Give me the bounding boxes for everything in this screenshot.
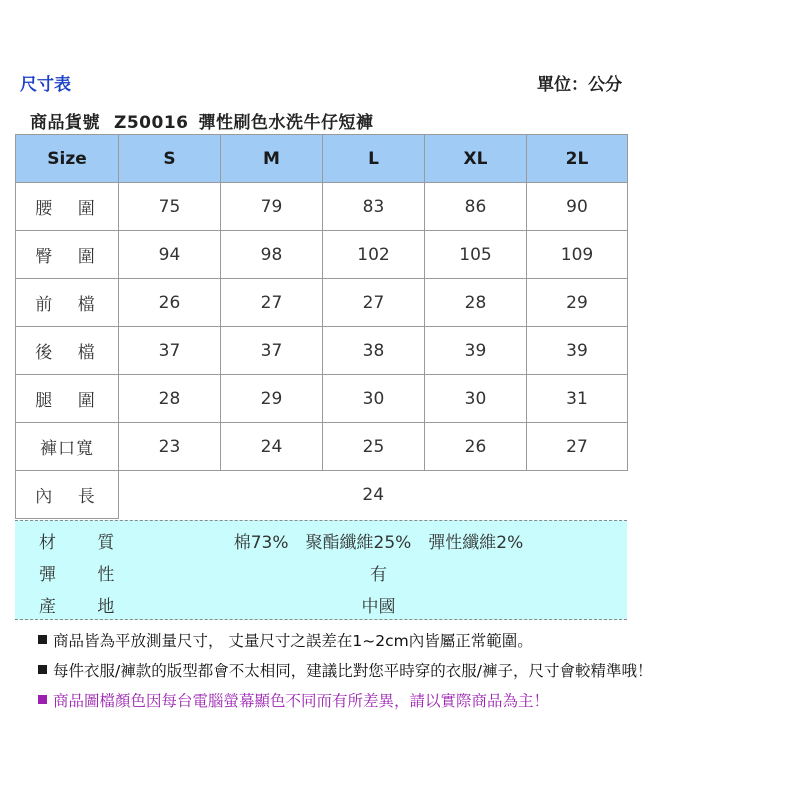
table-cell: 29 (221, 375, 323, 423)
note-text: 商品皆為平放測量尺寸， 丈量尺寸之誤差在1~2cm內皆屬正常範圍。 (53, 632, 533, 650)
table-row-inseam (16, 471, 628, 519)
table-cell: 31 (527, 375, 628, 423)
size-header-row (16, 135, 628, 183)
size-table (15, 134, 628, 519)
table-cell: 79 (221, 183, 323, 231)
table-cell: 26 (119, 279, 221, 327)
table-cell: 30 (323, 375, 425, 423)
header-cell-size: Size (16, 135, 119, 183)
info-value: 中國 (361, 597, 396, 617)
info-row-origin (15, 585, 627, 617)
page-title: 尺寸表 (20, 75, 71, 95)
table-cell: 105 (425, 231, 527, 279)
info-row-material (15, 521, 627, 553)
table-row (16, 231, 628, 279)
note-text: 商品圖檔顏色因每台電腦螢幕顯色不同而有所差異，請以實際商品為主！ (53, 692, 550, 710)
product-code: Z50016 (114, 113, 189, 133)
table-cell: 30 (425, 375, 527, 423)
table-cell: 27 (527, 423, 628, 471)
table-cell: 26 (425, 423, 527, 471)
table-cell: 39 (425, 327, 527, 375)
table-cell: 25 (323, 423, 425, 471)
table-cell: 98 (221, 231, 323, 279)
info-label: 彈 性 (39, 565, 133, 585)
product-name: 彈性刷色水洗牛仔短褲 (198, 113, 374, 133)
table-row (16, 279, 628, 327)
table-cell: 75 (119, 183, 221, 231)
table-row (16, 183, 628, 231)
notes-list (38, 630, 652, 720)
header-cell-m: M (221, 135, 323, 183)
table-row (16, 327, 628, 375)
info-label: 材 質 (39, 533, 133, 553)
table-cell: 29 (527, 279, 628, 327)
header-cell-xl: XL (425, 135, 527, 183)
table-cell: 27 (221, 279, 323, 327)
note-item (38, 660, 652, 690)
product-info (30, 108, 373, 133)
table-cell: 102 (323, 231, 425, 279)
table-cell: 83 (323, 183, 425, 231)
material-info-panel (15, 520, 627, 620)
table-cell: 24 (221, 423, 323, 471)
row-label: 內 長 (16, 471, 119, 519)
square-bullet-icon (38, 635, 47, 644)
table-cell: 109 (527, 231, 628, 279)
table-cell: 90 (527, 183, 628, 231)
table-cell: 37 (119, 327, 221, 375)
table-cell: 94 (119, 231, 221, 279)
unit-label: 單位：公分 (537, 75, 622, 95)
table-row (16, 375, 628, 423)
info-row-elasticity (15, 553, 627, 585)
table-cell: 28 (425, 279, 527, 327)
table-row (16, 423, 628, 471)
row-label: 臀 圍 (16, 231, 119, 279)
table-cell: 38 (323, 327, 425, 375)
table-cell: 23 (119, 423, 221, 471)
table-cell: 28 (119, 375, 221, 423)
inseam-value: 24 (119, 471, 628, 519)
product-label: 商品貨號 (30, 113, 100, 133)
row-label: 腿 圍 (16, 375, 119, 423)
row-label: 前 檔 (16, 279, 119, 327)
info-value: 有 (370, 565, 387, 585)
table-cell: 27 (323, 279, 425, 327)
row-label: 褲口寬 (16, 423, 119, 471)
header-cell-2l: 2L (527, 135, 628, 183)
note-item-highlight (38, 690, 652, 720)
note-item (38, 630, 652, 660)
header-cell-l: L (323, 135, 425, 183)
note-text: 每件衣服/褲款的版型都會不太相同，建議比對您平時穿的衣服/褲子，尺寸會較精準哦！ (53, 662, 653, 680)
table-cell: 39 (527, 327, 628, 375)
info-value: 棉73% 聚酯纖維25% 彈性纖維2% (233, 533, 524, 553)
table-cell: 37 (221, 327, 323, 375)
table-cell: 86 (425, 183, 527, 231)
square-bullet-icon (38, 695, 47, 704)
info-label: 產 地 (39, 597, 133, 617)
row-label: 腰 圍 (16, 183, 119, 231)
header-cell-s: S (119, 135, 221, 183)
row-label: 後 檔 (16, 327, 119, 375)
square-bullet-icon (38, 665, 47, 674)
